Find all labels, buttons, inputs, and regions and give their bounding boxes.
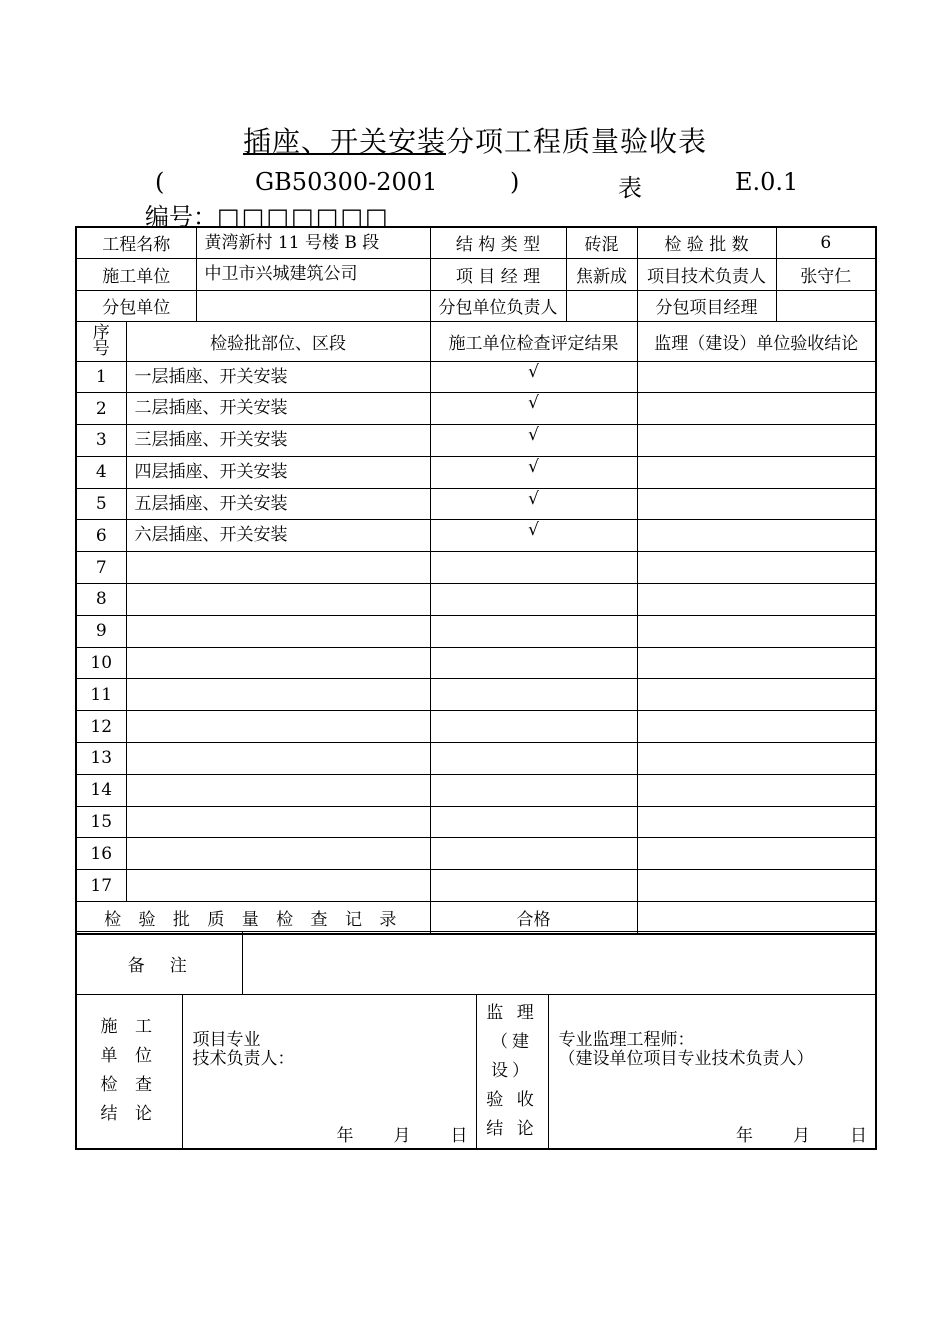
table-row xyxy=(76,870,876,902)
row-seq: 10 xyxy=(76,647,126,679)
col-supervision-header: 监理（建设）单位验收结论 xyxy=(637,321,876,361)
table-row xyxy=(76,584,876,616)
row-part xyxy=(126,552,430,584)
row-seq: 9 xyxy=(76,615,126,647)
table-row xyxy=(76,679,876,711)
table-row xyxy=(76,711,876,743)
row-check: √ xyxy=(430,425,637,457)
row-supervision xyxy=(637,838,876,870)
contractor: 中卫市兴城建筑公司 xyxy=(196,258,430,290)
row-seq: 17 xyxy=(76,870,126,902)
col-self-check-header: 施工单位检查评定结果 xyxy=(430,321,637,361)
row-part xyxy=(126,615,430,647)
row-part: 四层插座、开关安装 xyxy=(126,456,430,488)
table-word: 表 xyxy=(618,174,642,202)
structure: 砖混 xyxy=(566,227,637,258)
row-seq: 4 xyxy=(76,456,126,488)
row-part xyxy=(126,711,430,743)
row-seq: 5 xyxy=(76,488,126,520)
batch-count: 6 xyxy=(776,227,876,258)
batch-count-label: 检 验 批 数 xyxy=(637,227,776,258)
row-part xyxy=(126,647,430,679)
contractor-sig-line2: 技术负责人： xyxy=(192,1049,295,1069)
supervision-sig-line2: （建设单位项目专业技术负责人） xyxy=(558,1049,814,1069)
table-row xyxy=(76,520,876,552)
std-code: GB50300-2001 xyxy=(255,168,438,196)
sub-pm-label: 分包项目经理 xyxy=(637,290,776,321)
number-label: 编号： xyxy=(145,203,217,231)
row-check xyxy=(430,870,637,902)
row-check: √ xyxy=(430,456,637,488)
row-supervision xyxy=(637,615,876,647)
row-supervision xyxy=(637,456,876,488)
row-check xyxy=(430,615,637,647)
row-supervision xyxy=(637,711,876,743)
row-part: 一层插座、开关安装 xyxy=(126,361,430,393)
table-row xyxy=(76,456,876,488)
remarks-value xyxy=(242,932,876,995)
row-supervision xyxy=(637,488,876,520)
std-open: ( xyxy=(155,168,165,196)
row-seq: 14 xyxy=(76,774,126,806)
row-part xyxy=(126,870,430,902)
tech-lead: 张守仁 xyxy=(776,258,876,290)
row-part xyxy=(126,838,430,870)
tech-lead-label: 项目技术负责人 xyxy=(637,258,776,290)
contractor-label: 施工单位 xyxy=(76,258,196,290)
row-part xyxy=(126,774,430,806)
row-seq: 11 xyxy=(76,679,126,711)
contractor-conclusion-label: 施 工 单 位 检 查 结 论 xyxy=(76,995,182,1150)
std-close: ) xyxy=(510,168,520,196)
table-row xyxy=(76,774,876,806)
row-seq: 8 xyxy=(76,584,126,616)
rows-body xyxy=(76,361,876,902)
table-row xyxy=(76,615,876,647)
row-part xyxy=(126,679,430,711)
row-supervision xyxy=(637,743,876,775)
contractor-sig-line1: 项目专业 xyxy=(192,1030,261,1050)
row-supervision xyxy=(637,425,876,457)
number-boxes: □□□□□□□ xyxy=(217,203,390,231)
row-part: 六层插座、开关安装 xyxy=(126,520,430,552)
row-check xyxy=(430,584,637,616)
row-supervision xyxy=(637,393,876,425)
structure-label: 结 构 类 型 xyxy=(430,227,566,258)
table-row xyxy=(76,552,876,584)
row-seq: 13 xyxy=(76,743,126,775)
title-underlined: 插座、开关安装 xyxy=(242,125,446,158)
row-part: 三层插座、开关安装 xyxy=(126,425,430,457)
row-supervision xyxy=(637,520,876,552)
row-part: 二层插座、开关安装 xyxy=(126,393,430,425)
contractor-signature-area xyxy=(182,995,476,1150)
row-supervision xyxy=(637,806,876,838)
supervision-sig-line1: 专业监理工程师： xyxy=(558,1030,695,1050)
row-check xyxy=(430,774,637,806)
row-seq: 16 xyxy=(76,838,126,870)
row-check: √ xyxy=(430,361,637,393)
sub-lead-label: 分包单位负责人 xyxy=(430,290,566,321)
row-check xyxy=(430,552,637,584)
supervision-signature-area xyxy=(548,995,876,1150)
col-part-header: 检验批部位、区段 xyxy=(126,321,430,361)
row-seq: 2 xyxy=(76,393,126,425)
table-row xyxy=(76,838,876,870)
row-seq: 6 xyxy=(76,520,126,552)
row-check xyxy=(430,743,637,775)
supervision-conclusion-label: 监 理 （建 设） 验 收 结 论 xyxy=(476,995,548,1150)
title-rest: 分项工程质量验收表 xyxy=(446,125,708,158)
supervision-date: 年 月 日 xyxy=(736,1126,867,1146)
row-supervision xyxy=(637,552,876,584)
col-seq-header: 序号 xyxy=(76,321,126,361)
record-result: 合格 xyxy=(430,902,637,934)
row-supervision xyxy=(637,647,876,679)
record-supervision xyxy=(637,902,876,934)
row-seq: 12 xyxy=(76,711,126,743)
table-row xyxy=(76,647,876,679)
pm: 焦新成 xyxy=(566,258,637,290)
row-check: √ xyxy=(430,520,637,552)
sub-lead xyxy=(566,290,637,321)
acceptance-table xyxy=(75,226,877,935)
row-check: √ xyxy=(430,488,637,520)
page-title xyxy=(0,120,950,160)
row-check: √ xyxy=(430,393,637,425)
project-name: 黄湾新村 11 号楼 B 段 xyxy=(196,227,430,258)
row-seq: 3 xyxy=(76,425,126,457)
row-part xyxy=(126,584,430,616)
row-seq: 7 xyxy=(76,552,126,584)
table-code: E.0.1 xyxy=(735,168,799,196)
row-seq: 15 xyxy=(76,806,126,838)
project-name-label: 工程名称 xyxy=(76,227,196,258)
sub xyxy=(196,290,430,321)
remarks-table xyxy=(75,931,877,995)
row-supervision xyxy=(637,870,876,902)
sub-label: 分包单位 xyxy=(76,290,196,321)
table-row xyxy=(76,488,876,520)
row-supervision xyxy=(637,774,876,806)
table-row xyxy=(76,393,876,425)
pm-label: 项 目 经 理 xyxy=(430,258,566,290)
sub-pm xyxy=(776,290,876,321)
row-supervision xyxy=(637,584,876,616)
table-row xyxy=(76,425,876,457)
record-label: 检 验 批 质 量 检 查 记 录 xyxy=(76,902,430,934)
row-check xyxy=(430,711,637,743)
row-check xyxy=(430,838,637,870)
remarks-label: 备 注 xyxy=(76,932,242,995)
row-supervision xyxy=(637,361,876,393)
row-check xyxy=(430,679,637,711)
row-check xyxy=(430,647,637,679)
row-check xyxy=(430,806,637,838)
row-part xyxy=(126,743,430,775)
row-part xyxy=(126,806,430,838)
row-seq: 1 xyxy=(76,361,126,393)
table-row xyxy=(76,806,876,838)
row-part: 五层插座、开关安装 xyxy=(126,488,430,520)
table-row xyxy=(76,743,876,775)
table-row xyxy=(76,361,876,393)
conclusion-table xyxy=(75,994,877,1150)
row-supervision xyxy=(637,679,876,711)
contractor-date: 年 月 日 xyxy=(336,1126,468,1146)
